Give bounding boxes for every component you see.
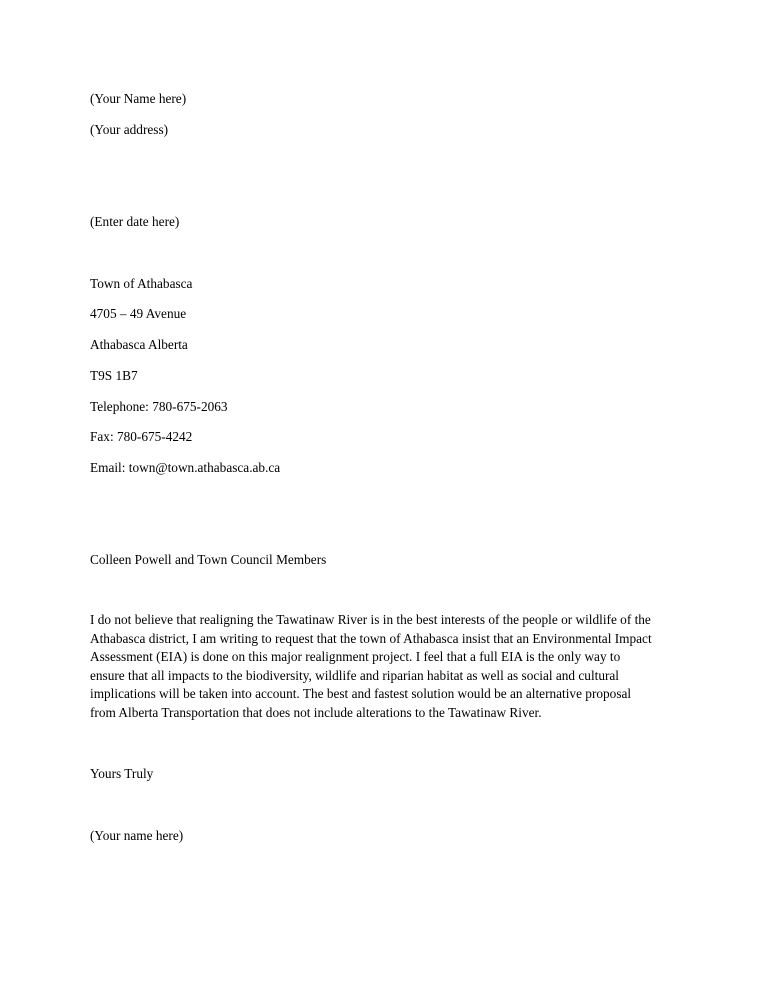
recipient-fax: Fax: 780-675-4242 xyxy=(90,429,193,444)
recipient-email: Email: town@town.athabasca.ab.ca xyxy=(90,460,281,475)
signature-placeholder: (Your name here) xyxy=(90,828,184,843)
body-line: Athabasca district, I am writing to request that the town of Athabasca insist that an Environmental Impact xyxy=(90,630,652,646)
recipient-street: 4705 – 49 Avenue xyxy=(90,306,187,321)
body-line: from Alberta Transportation that does not include alterations to the Tawatinaw River. xyxy=(90,704,542,720)
sender-address: (Your address) xyxy=(90,122,169,137)
body-line: ensure that all impacts to the biodiversity, wildlife and riparian habitat as well as social and cultural xyxy=(90,667,620,683)
letter-body xyxy=(90,611,690,723)
body-line: I do not believe that realigning the Tawatinaw River is in the best interests of the people or wildlife of the xyxy=(90,612,651,627)
recipient-postal-code: T9S 1B7 xyxy=(90,368,138,383)
body-line: implications will be taken into account. The best and fastest solution would be an alternative proposal xyxy=(90,686,632,702)
body-line: Assessment (EIA) is done on this major realignment project. I feel that a full EIA is the only way to xyxy=(90,649,621,665)
recipient-city: Athabasca Alberta xyxy=(90,337,188,352)
recipient-telephone: Telephone: 780-675-2063 xyxy=(90,399,228,414)
letter-date: (Enter date here) xyxy=(90,214,180,229)
closing: Yours Truly xyxy=(90,766,154,781)
sender-name: (Your Name here) xyxy=(90,91,187,106)
salutation: Colleen Powell and Town Council Members xyxy=(90,552,327,567)
recipient-organization: Town of Athabasca xyxy=(90,276,193,291)
